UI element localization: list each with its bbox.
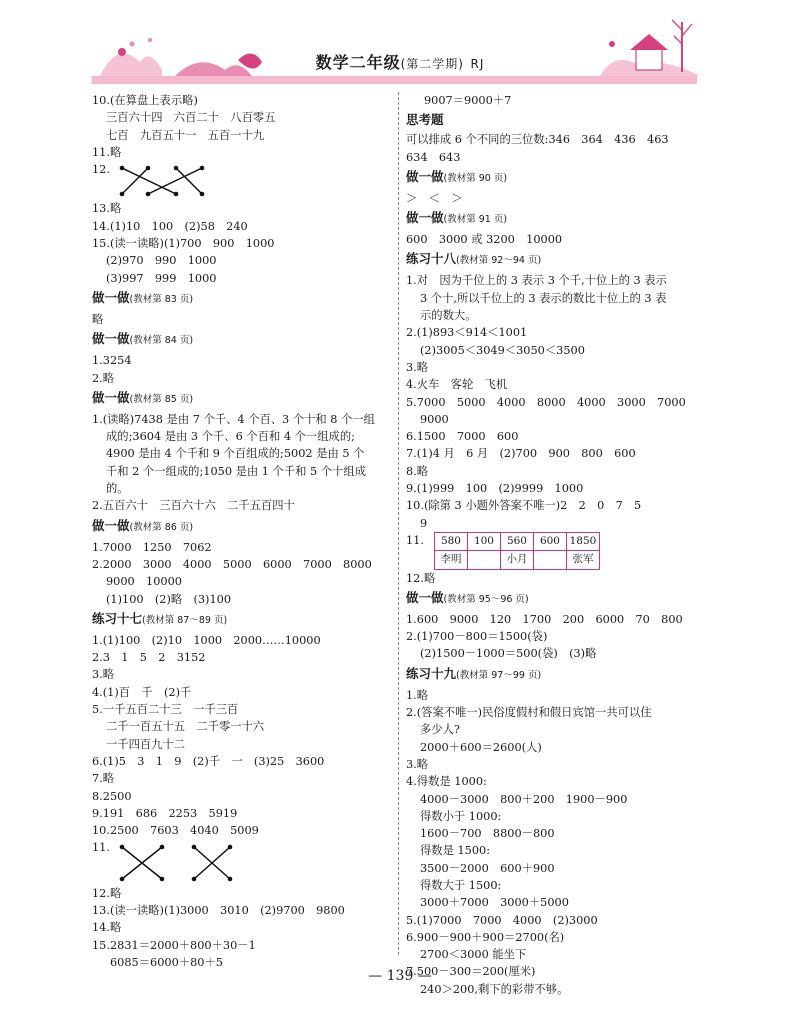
answer-line: 15.2831＝2000＋800＋30－1: [92, 938, 256, 952]
answer-line: 5.7000 5000 4000 8000 4000 3000 7000: [406, 395, 686, 409]
answer-line: 600 3000 或 3200 10000: [406, 233, 563, 247]
table-cell: 100: [467, 532, 500, 550]
answer-line: 得数小于 1000:: [420, 809, 502, 823]
section-heading: 思考题: [406, 112, 444, 128]
answer-line: 7.(1)4 月 6 月 (2)700 900 800 600: [406, 447, 636, 461]
answer-line: 3000＋7000 3000＋5000: [420, 896, 569, 910]
page-title: [0, 50, 800, 73]
table-cell: 小月: [500, 551, 533, 569]
answer-line: (3)997 999 1000: [106, 271, 217, 285]
answer-line: 13.(读一读略)(1)3000 3010 (2)9700 9800: [92, 903, 345, 917]
answer-line: 1600－700 8800－800: [420, 827, 555, 841]
answer-line: 14.(1)10 100 (2)58 240: [92, 219, 248, 233]
table-cell: 560: [500, 532, 533, 550]
answer-line: 7.略: [92, 772, 115, 786]
answer-line: 4.火车 客轮 飞机: [406, 378, 508, 392]
answer-line: 2.(答案不唯一)民俗度假村和假日宾馆一共可以住: [406, 706, 652, 720]
answer-line: 的。: [106, 482, 129, 496]
answer-line: 13.略: [92, 202, 122, 216]
answer-line: 得数是 1500:: [420, 844, 491, 858]
answer-line: 11.: [92, 841, 110, 855]
answer-line: 9000: [420, 412, 449, 426]
answer-line: 9.191 686 2253 5919: [92, 806, 238, 820]
table-cell: 580: [434, 532, 467, 550]
section-heading: 做一做(教材第 91 页): [406, 210, 508, 226]
table-cell: [467, 551, 500, 569]
section-heading: 做一做(教材第 85 页): [92, 389, 194, 405]
answer-line: 6085＝6000＋80＋5: [110, 955, 223, 969]
answer-line: 15.(读一读略)(1)700 900 1000: [92, 237, 275, 251]
answer-line: 10.(在算盘上表示略): [92, 94, 198, 107]
answer-line: 3.略: [92, 668, 115, 682]
answer-line: 七百 九百五十一 五百一十九: [106, 128, 265, 142]
answer-line: 9007＝9000＋7: [424, 94, 512, 107]
matching-diagram-11: [118, 843, 238, 883]
section-heading: 做一做(教材第 83 页): [92, 289, 194, 305]
left-dot-icon-2: [148, 38, 152, 42]
answer-line: 12.略: [92, 886, 122, 900]
answer-line: 2.五百六十 三百六十六 二千五百四十: [92, 499, 295, 513]
section-heading: 做一做(教材第 95～96 页): [406, 589, 529, 605]
section-heading: 练习十七(教材第 87～89 页): [92, 610, 228, 626]
answer-line: (2)3005＜3049＜3050＜3500: [420, 343, 585, 357]
table-cell: 李明: [434, 551, 467, 569]
page-header: [0, 0, 800, 90]
answer-line: (2)1500－1000＝500(袋) (3)略: [420, 647, 597, 661]
left-dot-icon: [130, 42, 135, 47]
answer-line: 1.对 因为千位上的 3 表示 3 个千,十位上的 3 表示: [406, 274, 667, 288]
answer-line: 1.7000 1250 7062: [92, 540, 212, 554]
answer-line: 可以排成 6 个不同的三位数:346 364 436 463: [406, 133, 669, 147]
table-cell: 1850: [566, 532, 599, 550]
right-bird-icon: [609, 41, 615, 47]
answer-line: 1.(1)100 (2)10 1000 2000……10000: [92, 633, 321, 647]
answer-line: 8.2500: [92, 789, 132, 803]
title-edition: RJ: [470, 57, 485, 71]
answer-line: 2.略: [92, 371, 115, 385]
answer-line: 示的数大。: [420, 309, 477, 323]
left-column: [92, 92, 392, 971]
answer-line: 9: [420, 516, 428, 530]
right-column: [406, 92, 706, 998]
answer-line: 2.2000 3000 4000 5000 6000 7000 8000: [92, 557, 372, 571]
answer-line: ＞ ＜ ＞: [406, 191, 463, 205]
answer-line: 4000－3000 800＋200 1900－900: [420, 792, 628, 806]
answer-line: 6.1500 7000 600: [406, 430, 519, 444]
answer-line: 14.略: [92, 921, 122, 935]
section-heading: 做一做(教材第 90 页): [406, 168, 508, 184]
answer-line: 9000 10000: [106, 575, 182, 589]
section-heading: 练习十九(教材第 97～99 页): [406, 665, 542, 681]
answer-line: 2000＋600＝2600(人): [420, 740, 542, 754]
section-heading: 做一做(教材第 86 页): [92, 517, 194, 533]
answer-line: 240＞200,剩下的彩带不够。: [420, 982, 569, 996]
answer-line: 8.略: [406, 464, 429, 478]
answer-line: 3.略: [406, 757, 429, 771]
answer-line: 三百六十四 六百二十 八百零五: [106, 111, 276, 125]
answer-line: 3.略: [406, 360, 429, 374]
page-number: — 139 —: [368, 968, 432, 984]
answer-line: (2)970 990 1000: [106, 254, 217, 268]
answer-line: 6.(1)5 3 1 9 (2)千 一 (3)25 3600: [92, 754, 325, 768]
answer-line: (1)100 (2)略 (3)100: [106, 592, 232, 606]
answer-line: 2.(1)700－800＝1500(袋): [406, 630, 548, 644]
answer-line: 4.得数是 1000:: [406, 775, 487, 789]
title-term: (第二学期): [400, 57, 464, 71]
answer-line: 2.3 1 5 2 3152: [92, 651, 206, 665]
column-divider: [398, 92, 399, 955]
answer-line: 略: [92, 312, 104, 326]
header-band: [92, 76, 697, 84]
answer-line: 4.(1)百 千 (2)千: [92, 685, 192, 699]
answer-line: 1.600 9000 120 1700 200 6000 70 800: [406, 612, 683, 626]
answer-table-block: [406, 532, 706, 570]
answer-line: 12.略: [406, 571, 436, 585]
table-cell: 600: [533, 532, 566, 550]
answer-line: 1.3254: [92, 354, 132, 368]
answer-line: 多少人?: [420, 723, 460, 737]
answer-line: 11.: [406, 533, 424, 547]
answer-line: 9.(1)999 100 (2)9999 1000: [406, 482, 584, 496]
answer-line: 6.900－900＋900＝2700(名): [406, 930, 565, 944]
answer-line: 11.略: [92, 145, 122, 159]
answer-line: 千和 2 个一组成的;1050 是由 1 个千和 5 个十组成: [106, 464, 367, 478]
answer-line: 1.略: [406, 688, 429, 702]
answer-line: 5.(1)7000 7000 4000 (2)3000: [406, 913, 598, 927]
answer-line: 二千一百五十五 二千零一十六: [106, 720, 265, 734]
table-cell: [533, 551, 566, 569]
answer-line: 2.(1)893＜914＜1001: [406, 326, 528, 340]
answer-line: 3500－2000 600＋900: [420, 861, 555, 875]
section-heading: 练习十八(教材第 92～94 页): [406, 251, 542, 267]
answer-line: 634 643: [406, 150, 461, 164]
table-cell: 张军: [566, 551, 599, 569]
answer-line: 2700＜3000 能坐下: [420, 948, 527, 962]
table-row: [434, 532, 599, 550]
table-row: [434, 551, 599, 569]
answer-line: 得数大于 1500:: [420, 878, 502, 892]
answer-line: 3 个十,所以千位上的 3 表示的数比十位上的 3 表: [420, 291, 667, 305]
answer-line: 12.: [92, 163, 110, 177]
answer-line: 1.(读略)7438 是由 7 个千、4 个百、3 个十和 8 个一组: [92, 412, 375, 426]
section-heading: 做一做(教材第 84 页): [92, 331, 194, 347]
answer-line: 7.500－300＝200(厘米): [406, 965, 536, 979]
answer-line: 10.(除第 3 小题外答案不唯一)2 2 0 7 5: [406, 499, 642, 513]
house-roof-icon: [630, 34, 668, 50]
answer-table: [434, 532, 600, 570]
title-main: 数学二年级: [315, 53, 401, 72]
answer-line: 10.2500 7603 4040 5009: [92, 824, 259, 838]
answer-line: 成的;3604 是由 3 个千、6 个百和 4 个一组成的;: [106, 430, 355, 444]
answer-line: 一千四百九十二: [106, 737, 186, 751]
answer-line: 5.一千五百二十三 一千三百: [92, 703, 239, 717]
matching-diagram-12: [118, 164, 208, 198]
answer-line: 4900 是由 4 个千和 9 个百组成的;5002 是由 5 个: [106, 447, 365, 461]
